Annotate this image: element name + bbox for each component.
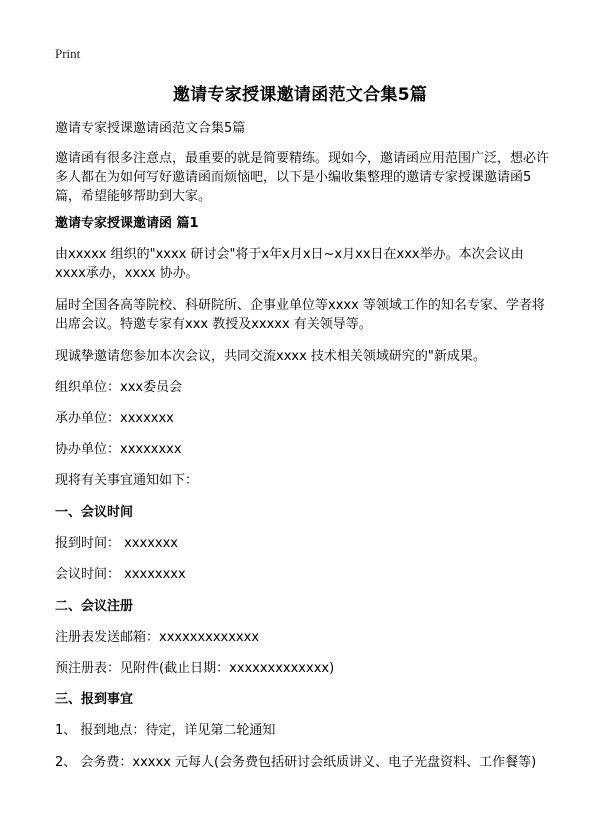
paragraph-invitation: 现诚挚邀请您参加本次会议，共同交流xxxx 技术相关领域研究的"新成果。	[55, 349, 486, 364]
subtitle: 邀请专家授课邀请函范文合集5篇	[55, 121, 246, 136]
checkin-location-item: 1、 报到地点：待定，详见第二轮通知	[55, 723, 276, 738]
conference-fee-item: 2、 会务费：xxxxx 元每人(会务费包括研讨会纸质讲义、电子光盘资料、工作餐等)	[55, 755, 537, 770]
heading-registration: 二、会议注册	[55, 599, 134, 614]
checkin-time-line: 报到时间： xxxxxxx	[55, 536, 178, 551]
paragraph-event: 由xxxxx 组织的"xxxx 研讨会"将于x年x月x日~x月xx日在xxx举办。本次会议由xxxx承办，xxxx 协办。	[55, 247, 524, 281]
heading-meeting-time: 一、会议时间	[55, 505, 134, 520]
pre-registration-line: 预注册表：见附件(截止日期：xxxxxxxxxxxxx)	[55, 661, 335, 676]
registration-email-line: 注册表发送邮箱：xxxxxxxxxxxxx	[55, 630, 260, 645]
meeting-time-line: 会议时间： xxxxxxxx	[55, 567, 186, 582]
page-title: 邀请专家授课邀请函范文合集5篇	[172, 85, 428, 105]
notice-line: 现将有关事宜通知如下：	[55, 473, 199, 488]
paragraph-attendees: 届时全国各高等院校、科研院所、企事业单位等xxxx 等领域工作的知名专家、学者将出席会议。特邀专家有xxx 教授及xxxxx 有关领导等。	[55, 298, 545, 332]
host-line: 承办单位：xxxxxxx	[55, 411, 174, 426]
section-heading-1: 邀请专家授课邀请函 篇1	[55, 216, 199, 231]
organizer-line: 组织单位：xxx委员会	[55, 380, 183, 395]
heading-checkin: 三、报到事宜	[55, 692, 134, 707]
intro-paragraph: 邀请函有很多注意点，最重要的就是简要精练。现如今，邀请函应用范围广泛，想必许多人都在为如何写好邀请函而烦恼吧，以下是小编收集整理的邀请专家授课邀请函5篇，希望能够帮助到大家。	[55, 151, 550, 204]
co-host-line: 协办单位：xxxxxxxx	[55, 442, 182, 457]
print-link[interactable]: Print	[55, 46, 81, 61]
